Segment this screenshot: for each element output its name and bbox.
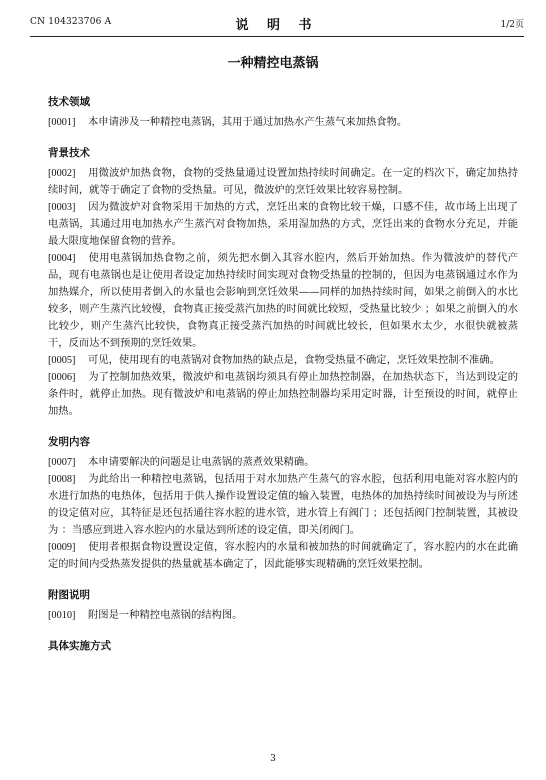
- paragraph-number: [0006]: [48, 372, 76, 383]
- paragraph: [48, 369, 518, 420]
- section-heading: 具体实施方式: [48, 640, 111, 652]
- paragraph-number: [0005]: [48, 355, 76, 366]
- paragraph-text: 附图是一种精控电蒸锅的结构图。: [88, 609, 243, 621]
- document-body: [48, 94, 518, 658]
- page-header: [30, 14, 524, 32]
- section-heading: 技术领域: [48, 96, 90, 108]
- paragraph-text: 为此给出一种精控电蒸锅，包括用于对水加热产生蒸气的容水腔，包括利用电能对容水腔内的水进行加热的电热体，包括用于供人操作设置设定值的输入装置，电热体的加热持续时间被设为与所述的设定值对应，其特征是还包括通往容水腔的进水管，进水管上有阀门 ；还包括阀门控制装置，其被设为 ：当感应到进入容水腔内的水量达到所述的设定值，即关闭阀门。: [48, 473, 518, 536]
- paragraph-text: 因为微波炉对食物采用干加热的方式，烹饪出来的食物比较干燥，口感不佳，故市场上出现了电蒸锅，其通过用电加热水产生蒸汽对食物加热，采用湿加热的方式，烹饪出来的食物水分充足，并能最大限度地保留食物的营养。: [48, 201, 518, 247]
- paragraph-number: [0008]: [48, 474, 76, 485]
- paragraph-text: 本申请涉及一种精控电蒸锅，其用于通过加热水产生蒸气来加热食物。: [88, 116, 408, 128]
- paragraph-text: 为了控制加热效果，微波炉和电蒸锅均须具有停止加热控制器，在加热状态下，当达到设定的条件时，就停止加热。现有微波炉和电蒸锅的停止加热控制器均采用定时器，计至预设的时间，就停止加热。: [48, 371, 518, 417]
- paragraph-number: [0010]: [48, 610, 76, 621]
- section-heading: 背景技术: [48, 147, 90, 159]
- section-heading: 发明内容: [48, 436, 90, 448]
- paragraph-number: [0009]: [48, 542, 76, 553]
- paragraph: [48, 165, 518, 199]
- paragraph-text: 可见，使用现有的电蒸锅对食物加热的缺点是，食物受热量不确定，烹饪效果控制不准确。: [88, 354, 500, 366]
- paragraph-number: [0007]: [48, 457, 76, 468]
- section-heading: 附图说明: [48, 589, 90, 601]
- paragraph: [48, 250, 518, 352]
- paragraph-number: [0002]: [48, 168, 76, 179]
- publication-number: CN 104323706 A: [30, 17, 112, 27]
- paragraph: [48, 607, 518, 624]
- page-of-count: 1/2页: [500, 20, 524, 30]
- paragraph-text: 本申请要解决的问题是让电蒸锅的蒸煮效果精确。: [88, 456, 315, 468]
- paragraph-number: [0001]: [48, 117, 76, 128]
- header-divider: [30, 36, 524, 37]
- paragraph: [48, 199, 518, 250]
- paragraph-text: 使用者根据食物设置设定值，容水腔内的水量和被加热的时间就确定了，容水腔内的水在此确定的时间内受热蒸发提供的热量就基本确定了，因此能够实现精确的烹饪效果控制。: [48, 541, 518, 570]
- paragraph-text: 用微波炉加热食物，食物的受热量通过设置加热持续时间确定。在一定的档次下，确定加热持续时间，就等于确定了食物的受热量。可见，微波炉的烹饪效果比较容易控制。: [48, 167, 518, 196]
- paragraph-number: [0004]: [48, 253, 76, 264]
- paragraph-number: [0003]: [48, 202, 76, 213]
- paragraph: [48, 114, 518, 131]
- document-title: 一种精控电蒸锅: [227, 56, 319, 71]
- document-type: 说 明 书: [235, 18, 319, 33]
- paragraph-text: 使用电蒸锅加热食物之前，须先把水倒入其容水腔内，然后开始加热。作为微波炉的替代产品，现有电蒸锅也是让使用者设定加热持续时间实现对食物受热量的控制的，但因为电蒸锅通过水作为加热媒介，所以使用者倒入的水量也会影响到烹饪效果——同样的加热持续时间，如果之前倒入的水比较多，则产生蒸汽比较慢，食物真正接受蒸汽加热的时间就比较短，受热量比较少 ；如果之前倒入的水比较少，则产生蒸汽比较快，食物真正接受蒸汽加热的时间就比较长，但如果水太少，水很快就被蒸干，反而达不到预期的烹饪效果。: [48, 252, 518, 349]
- paragraph: [48, 454, 518, 471]
- page-number: 3: [270, 754, 276, 764]
- paragraph: [48, 539, 518, 573]
- paragraph: [48, 352, 518, 369]
- paragraph: [48, 471, 518, 539]
